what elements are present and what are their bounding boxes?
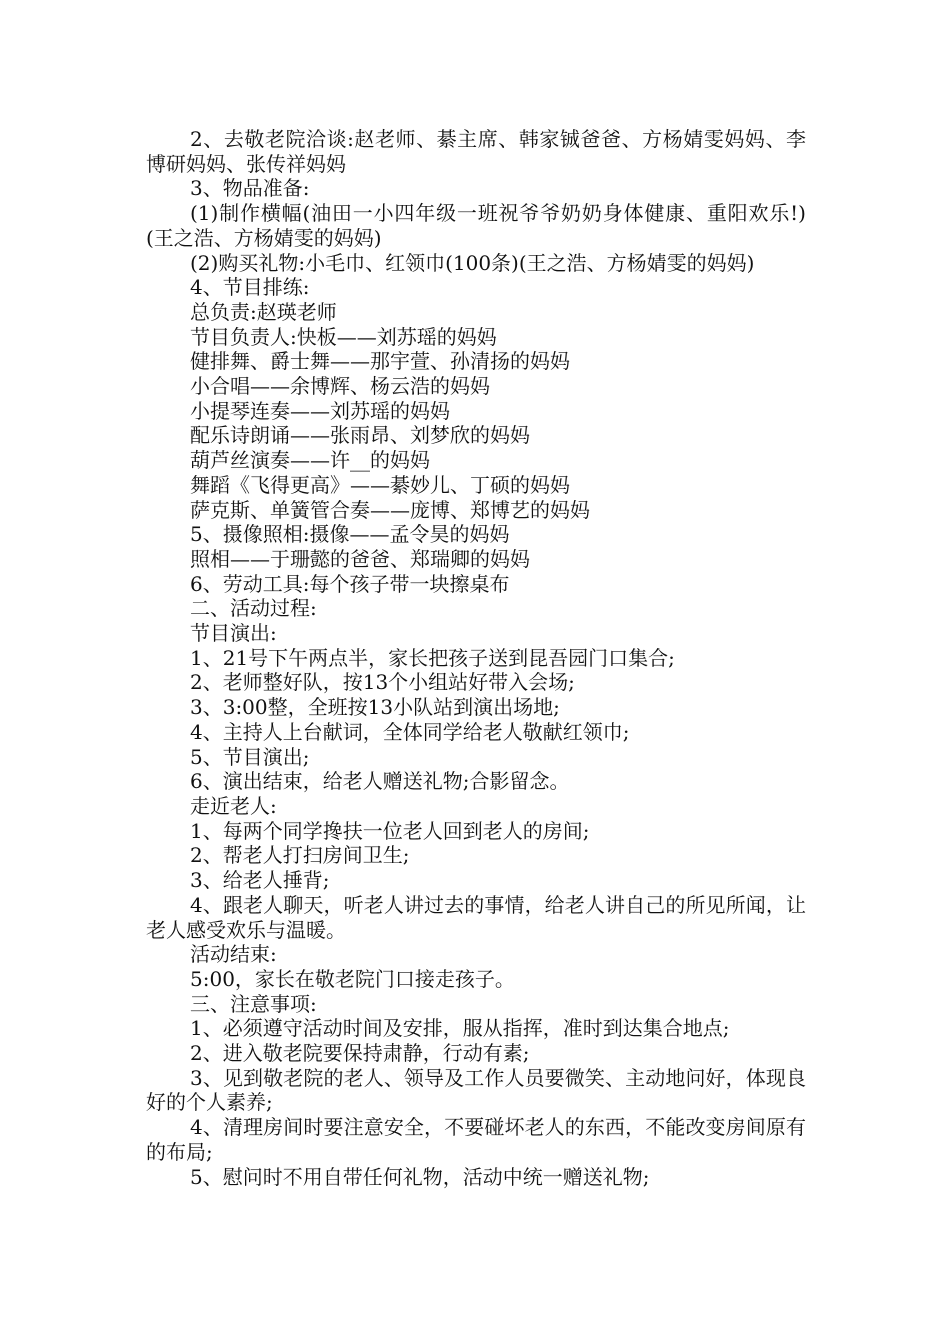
paragraph: 3、见到敬老院的老人、领导及工作人员要微笑、主动地问好，体现良好的个人素养; (146, 1065, 806, 1115)
paragraph: 2、帮老人打扫房间卫生; (190, 843, 410, 868)
paragraph: 1、每两个同学搀扶一位老人回到老人的房间; (190, 818, 590, 843)
paragraph: (2)购买礼物:小毛巾、红领巾(100条)(王之浩、方杨婧雯的妈妈) (190, 250, 755, 275)
paragraph: 3、物品准备: (190, 176, 310, 201)
paragraph: 2、进入敬老院要保持肃静，行动有素; (190, 1041, 530, 1066)
paragraph: 3、给老人捶背; (190, 868, 330, 893)
paragraph: 5、摄像照相:摄像——孟令昊的妈妈 (190, 522, 510, 547)
paragraph: 6、劳动工具:每个孩子带一块擦桌布 (190, 571, 510, 596)
paragraph: 总负责:赵瑛老师 (190, 299, 337, 324)
paragraph: 3、3:00整，全班按13小队站到演出场地; (190, 695, 560, 720)
paragraph: 葫芦丝演奏——许__的妈妈 (190, 448, 430, 473)
paragraph: 活动结束: (190, 942, 277, 967)
paragraph: 小提琴连奏——刘苏瑶的妈妈 (190, 398, 450, 423)
paragraph: 节目演出: (190, 621, 277, 646)
document-body (146, 127, 806, 1189)
paragraph: 1、21号下午两点半，家长把孩子送到昆吾园门口集合; (190, 645, 675, 670)
paragraph: 4、跟老人聊天，听老人讲过去的事情，给老人讲自己的所见所闻，让老人感受欢乐与温暖。 (146, 892, 806, 942)
paragraph: 6、演出结束，给老人赠送礼物;合影留念。 (190, 769, 570, 794)
paragraph: 5:00，家长在敬老院门口接走孩子。 (190, 966, 515, 991)
paragraph: 4、清理房间时要注意安全，不要碰坏老人的东西，不能改变房间原有的布局; (146, 1115, 806, 1164)
paragraph: 配乐诗朗诵——张雨昂、刘梦欣的妈妈 (190, 423, 530, 448)
paragraph: 健排舞、爵士舞——那宇萱、孙清扬的妈妈 (190, 349, 570, 374)
paragraph: 舞蹈《飞得更高》——綦妙儿、丁硕的妈妈 (190, 472, 570, 497)
paragraph: (1)制作横幅(油田一小四年级一班祝爷爷奶奶身体健康、重阳欢乐!)(王之浩、方杨婧雯的妈妈) (146, 201, 806, 250)
paragraph: 5、节目演出; (190, 744, 310, 769)
paragraph: 小合唱——余博辉、杨云浩的妈妈 (190, 374, 490, 399)
section-heading: 三、注意事项: (190, 991, 317, 1016)
section-heading: 二、活动过程: (190, 596, 317, 621)
paragraph: 1、必须遵守活动时间及安排，服从指挥，准时到达集合地点; (190, 1016, 730, 1041)
paragraph: 照相——于珊懿的爸爸、郑瑞卿的妈妈 (190, 546, 530, 571)
paragraph: 4、节目排练: (190, 275, 310, 300)
paragraph: 节目负责人:快板——刘苏瑶的妈妈 (190, 324, 497, 349)
paragraph: 5、慰问时不用自带任何礼物，活动中统一赠送礼物; (190, 1164, 650, 1189)
paragraph: 2、老师整好队，按13个小组站好带入会场; (190, 670, 575, 695)
paragraph: 萨克斯、单簧管合奏——庞博、郑博艺的妈妈 (190, 497, 590, 522)
paragraph: 4、主持人上台献词，全体同学给老人敬献红领巾; (190, 719, 630, 744)
paragraph: 2、去敬老院洽谈:赵老师、綦主席、韩家铖爸爸、方杨婧雯妈妈、李博研妈妈、张传祥妈妈 (146, 127, 806, 176)
paragraph: 走近老人: (190, 793, 277, 818)
